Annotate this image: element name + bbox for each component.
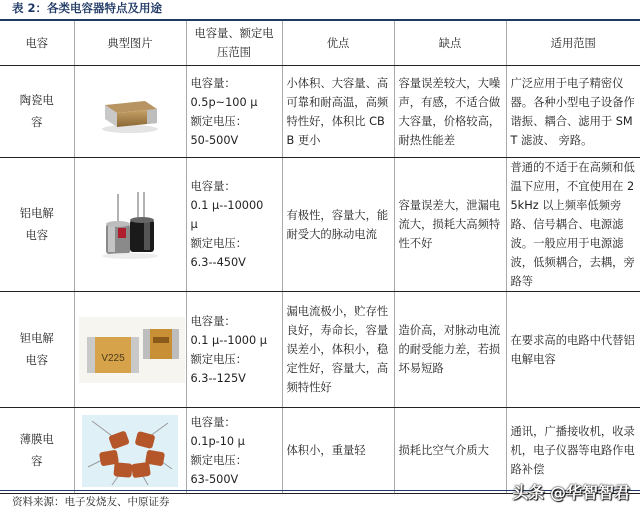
capacitor-image-cell <box>74 158 186 292</box>
tantalum-capacitor-photo <box>79 317 185 383</box>
capacitor-name: 钽电解 电容 <box>0 292 74 408</box>
watermark: 头条 @华智智君 <box>512 483 630 502</box>
table-caption: 表 2：各类电容器特点及用途 <box>12 1 163 15</box>
header-typical-image: 典型图片 <box>74 21 186 66</box>
capacitor-table <box>0 21 640 494</box>
header-cons: 缺点 <box>394 21 506 66</box>
capacitor-name: 薄膜电 容 <box>0 408 74 494</box>
capacitor-usage: 普通的不适于在高频和低温下应用，不宜使用在 25kHz 以上频率低频旁路、信号耦合、电源滤波。一般应用于电源滤波，低频耦合，去耦，旁路等 <box>506 158 640 292</box>
source-note: 资料来源：电子发烧友、中原证券 <box>12 496 170 508</box>
capacitor-pros: 小体积、大容量、高可靠和耐高温，高频特性好，体积比 CBB 更小 <box>282 66 394 158</box>
capacitor-usage: 广泛应用于电子精密仪器。各种小型电子设备作谐振、耦合、滤用于 SMT 滤波、 旁路。 <box>506 66 640 158</box>
header-pros: 优点 <box>282 21 394 66</box>
capacitor-image-cell <box>74 292 186 408</box>
film-capacitor-photo <box>82 415 178 487</box>
capacitor-name: 铝电解 电容 <box>0 158 74 292</box>
capacitor-cons: 造价高，对脉动电流的耐受能力差，若损坏易短路 <box>394 292 506 408</box>
header-row <box>0 21 640 66</box>
table-row <box>0 158 640 292</box>
header-capacitor: 电容 <box>0 21 74 66</box>
header-rating: 电容量、额定电 压范围 <box>186 21 282 66</box>
capacitor-pros: 体积小，重量轻 <box>282 408 394 494</box>
table-row <box>0 292 640 408</box>
ceramic-capacitor-photo <box>97 87 163 137</box>
header-usage: 适用范围 <box>506 21 640 66</box>
capacitor-rating: 电容量： 0.1p-10 μ 额定电压： 63-500V <box>186 408 282 494</box>
capacitor-rating: 电容量： 0.5p~100 μ 额定电压： 50-500V <box>186 66 282 158</box>
capacitor-cons: 损耗比空气介质大 <box>394 408 506 494</box>
capacitor-usage: 在要求高的电路中代替铝电解电容 <box>506 292 640 408</box>
capacitor-pros: 有极性，容量大，能耐受大的脉动电流 <box>282 158 394 292</box>
table-row <box>0 66 640 158</box>
capacitor-image-cell <box>74 408 186 494</box>
capacitor-name: 陶瓷电 容 <box>0 66 74 158</box>
tantalum-marking-text: V225 <box>100 352 125 364</box>
capacitor-usage: 通讯，广播接收机，收录机，电子仪器等电路作电路补偿 <box>506 408 640 494</box>
capacitor-image-cell <box>74 66 186 158</box>
capacitor-cons: 容量误差较大，大噪声，有感，不适合做大容量，价格较高，耐热性能差 <box>394 66 506 158</box>
capacitor-rating: 电容量： 0.1 μ--10000 μ 额定电压： 6.3--450V <box>186 158 282 292</box>
capacitor-cons: 容量误差大，泄漏电流大，损耗大高频特性不好 <box>394 158 506 292</box>
capacitor-pros: 漏电流极小，贮存性良好，寿命长，容量误差小，体积小，稳定性好，容量大，高频特性好 <box>282 292 394 408</box>
aluminum-electrolytic-capacitor-photo <box>94 190 166 260</box>
capacitor-rating: 电容量： 0.1 μ--1000 μ 额定电压： 6.3--125V <box>186 292 282 408</box>
